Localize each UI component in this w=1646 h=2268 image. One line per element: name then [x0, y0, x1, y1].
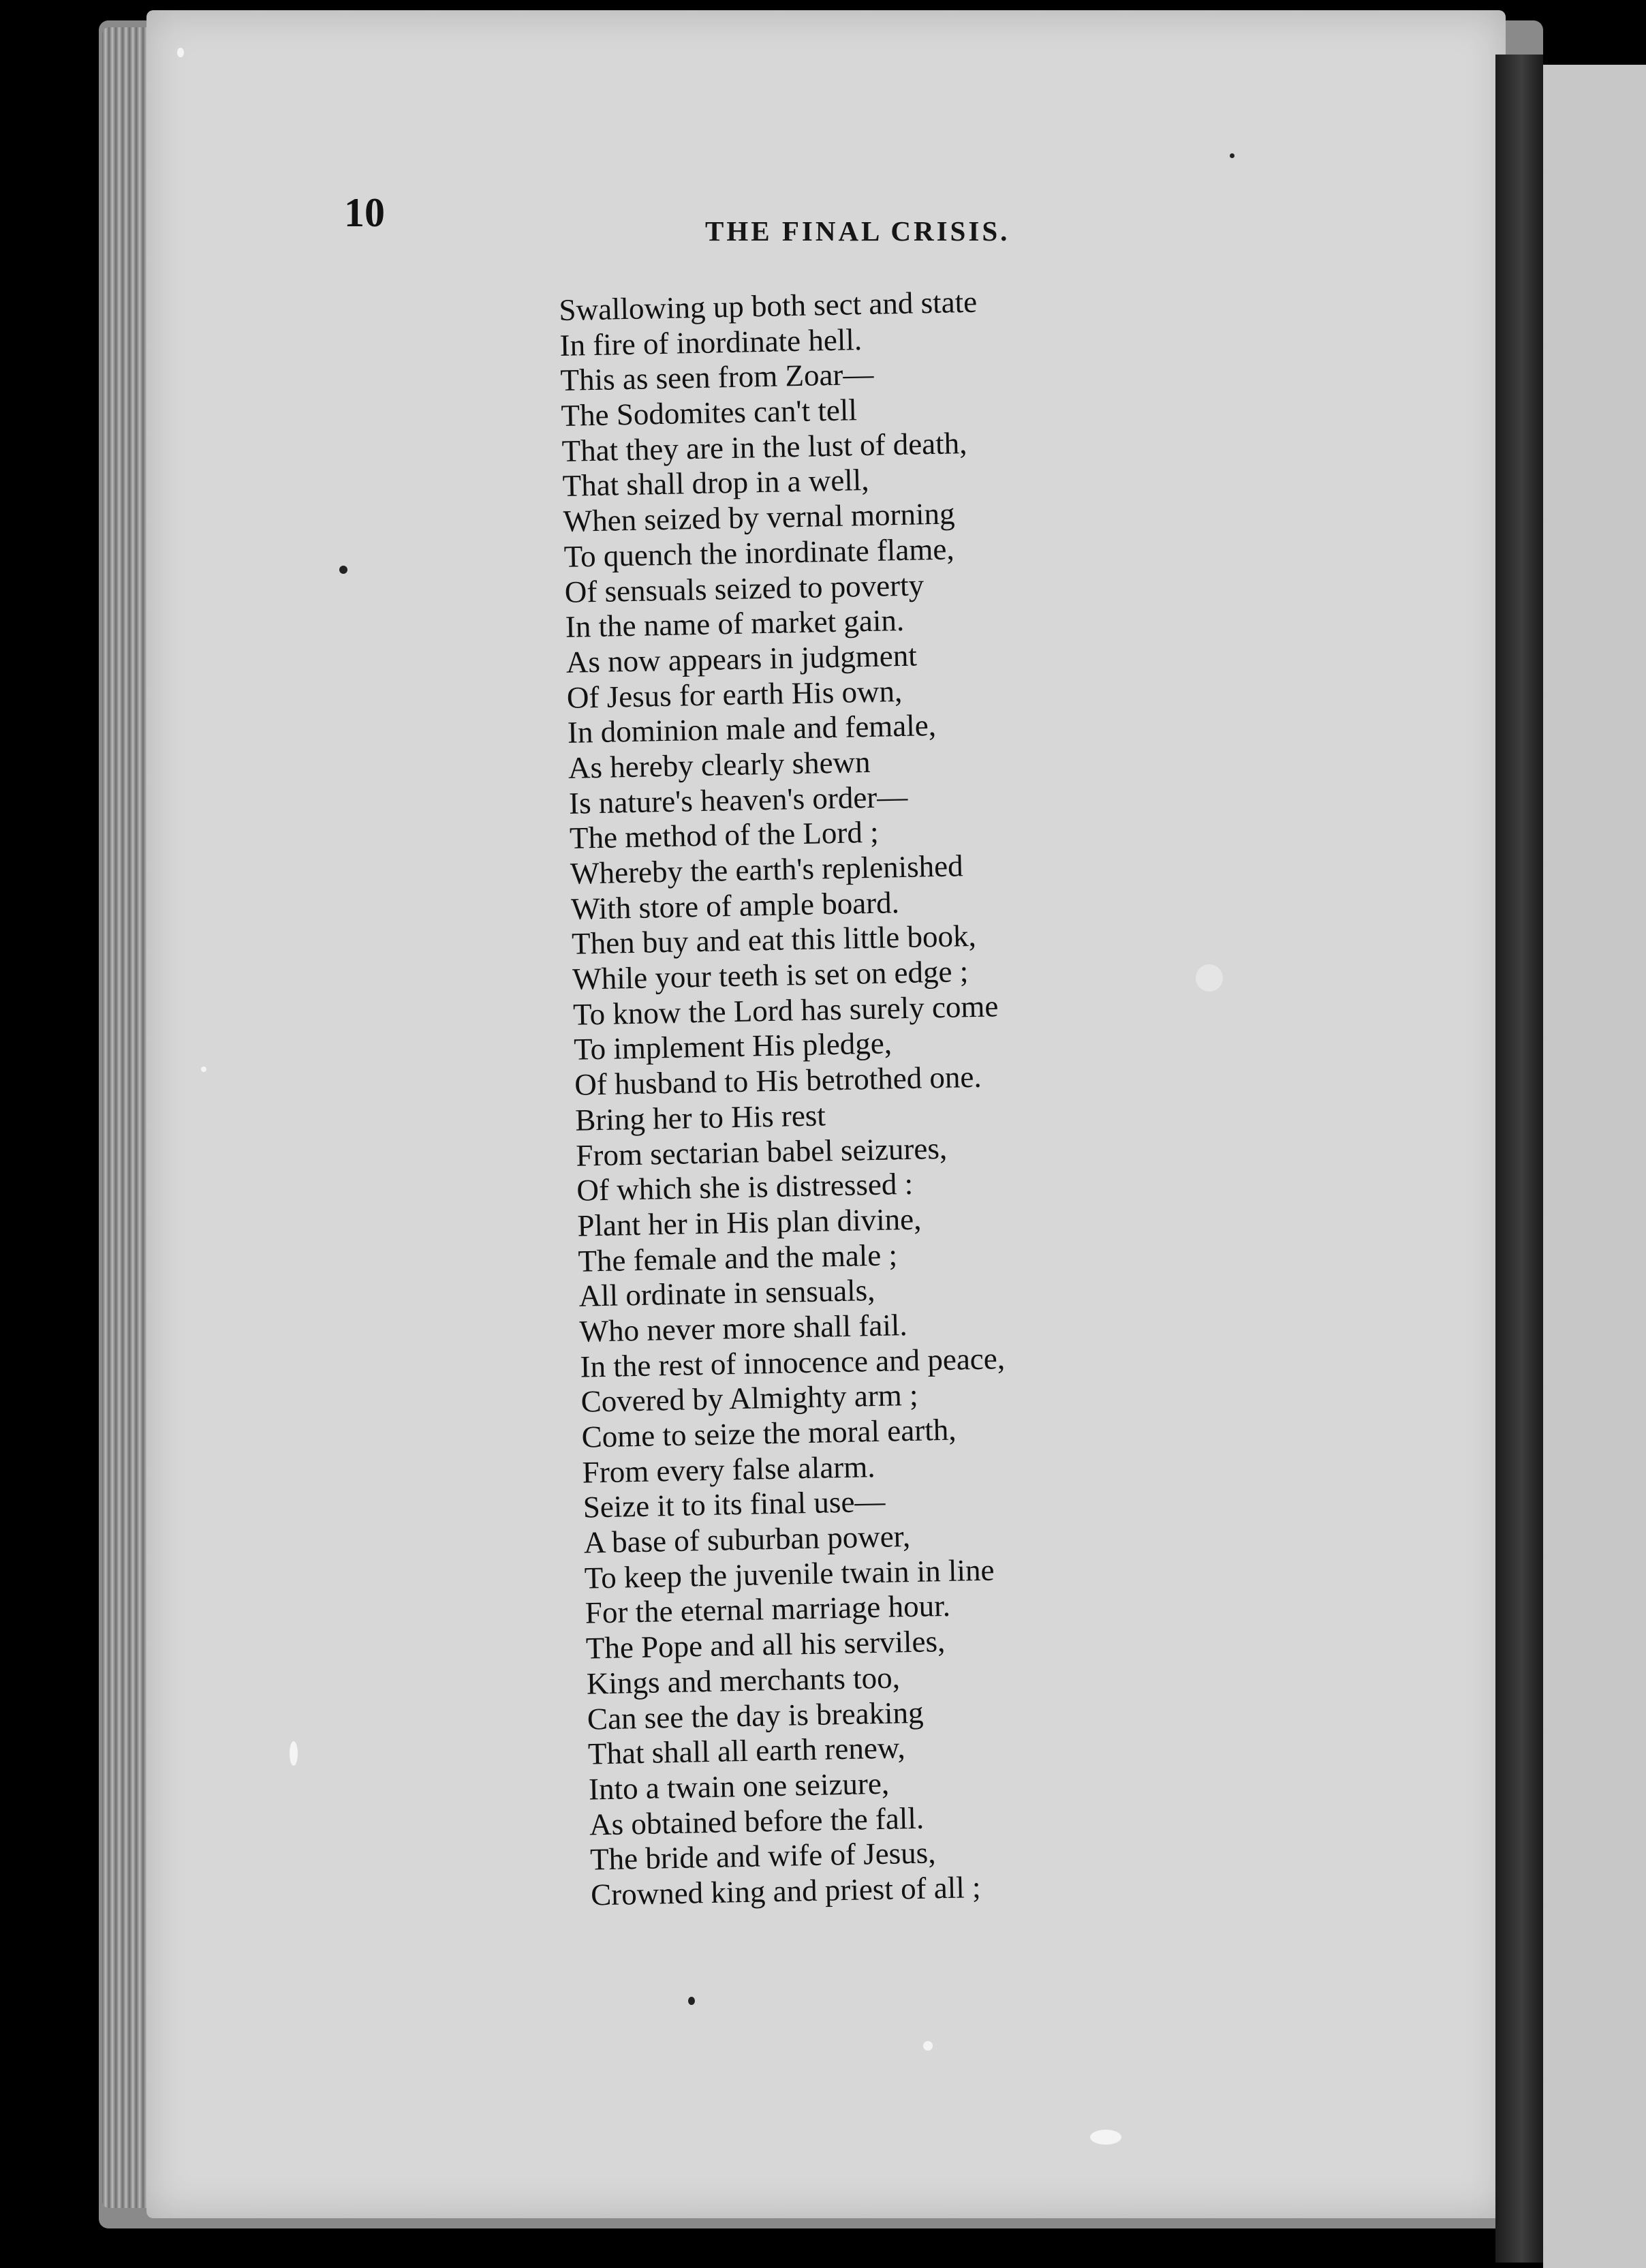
poem-line: To quench the inordinate flame,: [563, 532, 955, 574]
facing-page: [1543, 65, 1646, 2268]
poem-line: Bring her to His rest: [574, 1098, 826, 1137]
poem-line: This as seen from Zoar—: [560, 357, 874, 398]
paper-speck: [1196, 964, 1223, 992]
poem-line: In the rest of innocence and peace,: [580, 1340, 1006, 1384]
ink-speck: [339, 566, 347, 574]
ink-speck: [688, 1997, 695, 2005]
poem-line: Plant her in His plan divine,: [576, 1201, 922, 1243]
poem-line: From sectarian babel seizures,: [575, 1131, 948, 1173]
poem-line: When seized by vernal morning: [563, 496, 955, 539]
poem-line: The bride and wife of Jesus,: [589, 1835, 936, 1877]
poem-line: To know the Lord has surely come: [572, 989, 999, 1032]
poem-line: As obtained before the fall.: [589, 1800, 925, 1842]
poem-line: Of Jesus for earth His own,: [566, 673, 903, 715]
poem-line: Of husband to His betrothed one.: [574, 1059, 982, 1102]
poem-line: In the name of market gain.: [565, 603, 905, 645]
poem-line: Into a twain one seizure,: [588, 1766, 890, 1807]
poem-line: As hereby clearly shewn: [568, 744, 871, 785]
poem-line: Swallowing up both sect and state: [559, 284, 978, 327]
poem-line: From every false alarm.: [582, 1449, 875, 1490]
poem-line: That they are in the lust of death,: [561, 425, 967, 468]
poem-line: Whereby the earth's replenished: [570, 848, 964, 891]
poem-line: That shall all earth renew,: [587, 1730, 906, 1771]
poem-line: Then buy and eat this little book,: [571, 919, 977, 962]
poem-line: Of sensuals seized to poverty: [564, 567, 925, 609]
poem-line: Covered by Almighty arm ;: [580, 1378, 918, 1419]
paper-speck: [201, 1067, 206, 1072]
poem-line: That shall drop in a well,: [562, 463, 869, 504]
poem-line: The Pope and all his serviles,: [585, 1624, 946, 1666]
poem-line: Kings and merchants too,: [586, 1660, 901, 1701]
poem-line: Who never more shall fail.: [579, 1307, 908, 1349]
poem-line: For the eternal marriage hour.: [585, 1589, 951, 1631]
running-head: THE FINAL CRISIS.: [705, 215, 1010, 247]
poem-line: In fire of inordinate hell.: [559, 322, 863, 363]
poem-line: All ordinate in sensuals,: [578, 1273, 875, 1313]
paper-speck: [923, 2041, 933, 2051]
poem-line: Crowned king and priest of all ;: [590, 1869, 981, 1912]
paper-speck: [290, 1741, 298, 1766]
paper-speck: [1090, 2130, 1121, 2145]
poem-line: As now appears in judgment: [565, 638, 918, 679]
ink-speck: [1230, 153, 1234, 158]
poem-line: Is nature's heaven's order—: [568, 779, 908, 821]
book-gutter: [1495, 55, 1543, 2263]
page-number: 10: [344, 190, 385, 235]
poem-line: A base of suburban power,: [583, 1519, 911, 1560]
page-edges: [102, 27, 150, 2208]
poem-line: The method of the Lord ;: [569, 815, 880, 856]
poem-line: Can see the day is breaking: [587, 1695, 924, 1736]
poem-line: With store of ample board.: [570, 885, 900, 926]
paper-speck: [177, 48, 184, 57]
poem-verse: [559, 284, 1016, 1913]
poem-line: Of which she is distressed :: [576, 1167, 914, 1208]
poem-line: Seize it to its final use—: [583, 1484, 886, 1525]
poem-line: While your teeth is set on edge ;: [572, 954, 969, 996]
poem-line: To implement His pledge,: [573, 1026, 892, 1067]
poem-line: The Sodomites can't tell: [561, 393, 858, 433]
poem-line: The female and the male ;: [578, 1237, 898, 1278]
poem-line: In dominion male and female,: [567, 708, 937, 750]
poem-line: Come to seize the moral earth,: [581, 1412, 957, 1454]
poem-line: To keep the juvenile twain in line: [584, 1552, 995, 1595]
